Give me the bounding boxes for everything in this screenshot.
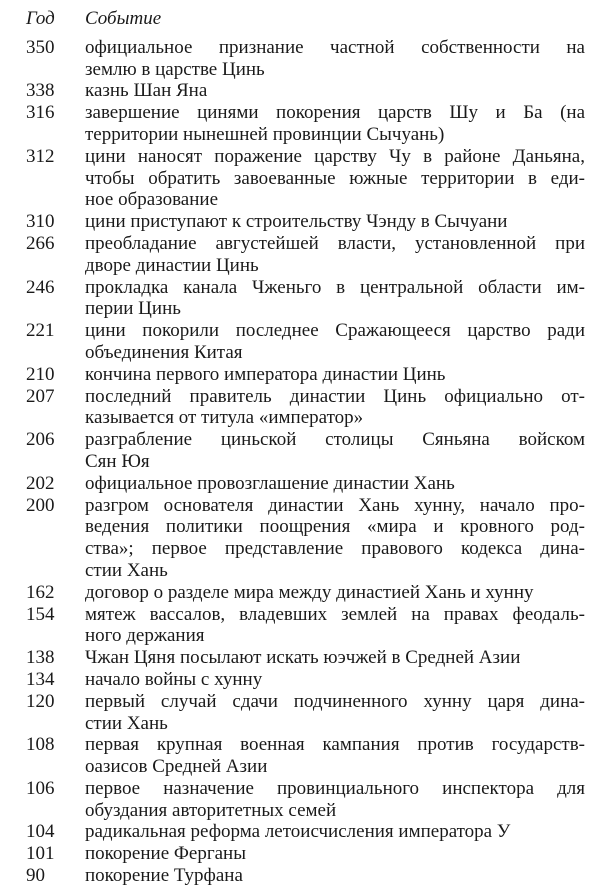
event-line: перии Цинь [85, 298, 181, 320]
timeline-row [26, 843, 585, 865]
event-line: стии Хань [85, 712, 168, 734]
year-value: 350 [26, 36, 55, 58]
event-line: цини наносят поражение царству Чу в районе Даньяна, [85, 145, 585, 167]
event-text [85, 734, 585, 778]
timeline-row [26, 320, 585, 364]
timeline-row [26, 582, 585, 604]
event-text [85, 386, 585, 430]
timeline-row [26, 473, 585, 495]
year-value: 162 [26, 581, 55, 603]
event-line: разгром основателя династии Хань хунну, начало про- [85, 494, 585, 516]
event-line: стии Хань [85, 559, 168, 581]
event-line: объединения Китая [85, 341, 243, 363]
timeline-row [26, 821, 585, 843]
event-line: казнь Шан Яна [85, 80, 208, 102]
event-line: кончина первого императора династии Цинь [85, 363, 446, 385]
event-text [85, 865, 585, 887]
event-text [85, 80, 585, 102]
event-text [85, 495, 585, 582]
event-line: официальное признание частной собственности на [85, 36, 585, 58]
event-line: первое назначение провинциального инспектора для [85, 777, 585, 799]
timeline-row [26, 734, 585, 778]
event-line: последний правитель династии Цинь официально от- [85, 385, 585, 407]
event-line: ное образование [85, 189, 218, 211]
event-line: первый случай сдачи подчиненного хунну царя дина- [85, 690, 585, 712]
timeline-rows [26, 37, 585, 887]
event-text [85, 364, 585, 386]
event-line: покорение Ферганы [85, 843, 246, 865]
timeline-row [26, 691, 585, 735]
year-value: 120 [26, 690, 55, 712]
event-line: дворе династии Цинь [85, 254, 259, 276]
event-text [85, 647, 585, 669]
event-line: ведения политики поощрения «мира и кровного род- [85, 516, 585, 538]
event-text [85, 582, 585, 604]
timeline-row [26, 211, 585, 233]
event-line: прокладка канала Чженьго в центральной области им- [85, 276, 585, 298]
event-line: территории нынешней провинции Сычуань) [85, 123, 445, 145]
timeline-row [26, 364, 585, 386]
year-value: 108 [26, 734, 55, 756]
timeline-row [26, 80, 585, 102]
event-text [85, 473, 585, 495]
timeline-row [26, 146, 585, 211]
event-text [85, 37, 585, 81]
event-text [85, 691, 585, 735]
table-header [26, 8, 585, 30]
event-line: официальное провозглашение династии Хань [85, 472, 455, 494]
event-line: оазисов Средней Азии [85, 756, 268, 778]
year-value: 246 [26, 276, 55, 298]
year-value: 207 [26, 385, 55, 407]
event-text [85, 429, 585, 473]
year-value: 312 [26, 145, 55, 167]
year-value: 316 [26, 102, 55, 124]
event-line: Сян Юя [85, 450, 150, 472]
timeline-row [26, 495, 585, 582]
event-line: начало войны с хунну [85, 668, 263, 690]
event-line: преобладание августейшей власти, установленной при [85, 232, 585, 254]
event-text [85, 604, 585, 648]
year-value: 266 [26, 232, 55, 254]
year-value: 221 [26, 320, 55, 342]
timeline-row [26, 233, 585, 277]
event-text [85, 821, 585, 843]
year-value: 338 [26, 80, 55, 102]
timeline-row [26, 102, 585, 146]
event-text [85, 669, 585, 691]
year-value: 202 [26, 472, 55, 494]
event-line: цини покорили последнее Сражающееся царство ради [85, 320, 585, 342]
event-line: покорение Турфана [85, 865, 243, 887]
event-line: завершение цинями покорения царств Шу и Ба (на [85, 102, 585, 124]
timeline-row [26, 429, 585, 473]
timeline-row [26, 277, 585, 321]
event-line: обуздания авторитетных семей [85, 799, 337, 821]
year-value: 104 [26, 821, 55, 843]
event-line: договор о разделе мира между династией Хань и хунну [85, 581, 534, 603]
event-text [85, 146, 585, 211]
year-value: 210 [26, 363, 55, 385]
year-value: 200 [26, 494, 55, 516]
year-value: 134 [26, 668, 55, 690]
event-text [85, 320, 585, 364]
event-line: первая крупная военная кампания против государств- [85, 734, 585, 756]
event-text [85, 277, 585, 321]
year-value: 138 [26, 647, 55, 669]
year-column-header: Год [26, 8, 55, 29]
event-line: казывается от титула «император» [85, 407, 364, 429]
timeline-row [26, 386, 585, 430]
event-line: ного держания [85, 625, 205, 647]
year-value: 90 [26, 865, 45, 887]
year-value: 154 [26, 603, 55, 625]
year-value: 310 [26, 211, 55, 233]
event-text [85, 778, 585, 822]
event-line: чтобы обратить завоеванные южные территории в еди- [85, 167, 585, 189]
event-line: разграбление циньской столицы Сяньяна войском [85, 429, 585, 451]
event-line: землю в царстве Цинь [85, 58, 265, 80]
event-text [85, 211, 585, 233]
timeline-row [26, 647, 585, 669]
year-value: 101 [26, 843, 55, 865]
year-value: 206 [26, 429, 55, 451]
timeline-row [26, 865, 585, 887]
timeline-row [26, 604, 585, 648]
timeline-row [26, 37, 585, 81]
event-line: мятеж вассалов, владевших землей на правах феодаль- [85, 603, 585, 625]
event-column-header: Событие [85, 8, 162, 29]
timeline-row [26, 669, 585, 691]
year-value: 106 [26, 777, 55, 799]
event-text [85, 102, 585, 146]
event-text [85, 233, 585, 277]
event-line: Чжан Цяня посылают искать юэчжей в Средней Азии [85, 647, 521, 669]
event-line: радикальная реформа летоисчисления императора У [85, 821, 511, 843]
event-line: цини приступают к строительству Чэнду в Сычуани [85, 211, 508, 233]
event-line: ства»; первое представление правового кодекса дина- [85, 538, 585, 560]
event-text [85, 843, 585, 865]
timeline-row [26, 778, 585, 822]
